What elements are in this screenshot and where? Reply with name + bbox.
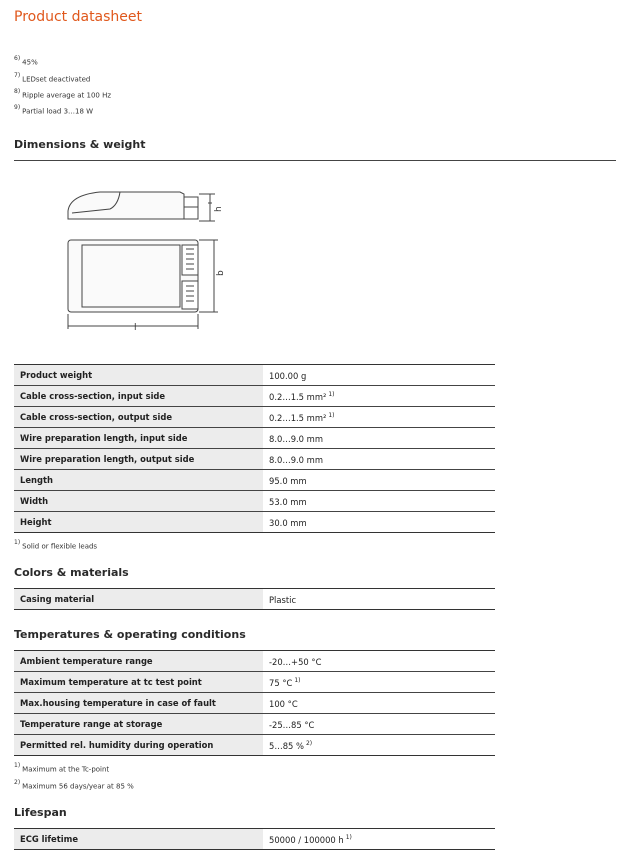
table-row: [14, 407, 495, 428]
row-value: [263, 428, 495, 449]
row-value: [263, 512, 495, 533]
row-label: Width: [14, 491, 263, 512]
footnote-text: Ripple average at 100 Hz: [22, 91, 112, 100]
row-label: Permitted rel. humidity during operation: [14, 735, 263, 756]
row-label: Wire preparation length, input side: [14, 428, 263, 449]
footnote-6: [14, 55, 38, 67]
value-text: 5…85 %: [269, 740, 304, 751]
value-text: 30.0 mm: [269, 517, 307, 528]
temperatures-footnote-1: [14, 762, 109, 774]
row-value: [263, 735, 495, 756]
row-label: Casing material: [14, 589, 263, 610]
table-row: [14, 428, 495, 449]
value-text: 0.2…1.5 mm²: [269, 412, 327, 423]
footnote-marker: 2): [14, 779, 21, 786]
row-value: [263, 491, 495, 512]
footnote-marker: 1): [294, 676, 301, 684]
footnote-marker: 2): [305, 739, 313, 747]
value-text: -20…+50 °C: [269, 656, 322, 667]
row-label: ECG lifetime: [14, 829, 263, 850]
label-b: b: [216, 270, 226, 276]
value-text: 53.0 mm: [269, 496, 307, 507]
value-text: 8.0…9.0 mm: [269, 433, 323, 444]
table-row: [14, 449, 495, 470]
section-title-colors: Colors & materials: [14, 566, 129, 579]
footnote-marker: 1): [328, 390, 335, 398]
footnote-marker: 7): [14, 72, 21, 79]
table-row: [14, 386, 495, 407]
row-value: [263, 407, 495, 428]
footnote-marker: 6): [14, 55, 21, 62]
row-label: Height: [14, 512, 263, 533]
value-text: Plastic: [269, 594, 297, 605]
lifespan-table: [14, 828, 495, 850]
row-value: [263, 449, 495, 470]
row-value: [263, 651, 495, 672]
row-value: [263, 365, 495, 386]
section-rule: [14, 160, 616, 161]
footnote-marker: 1): [345, 833, 352, 841]
value-text: 75 °C: [269, 677, 293, 688]
footnote-text: LEDset deactivated: [22, 75, 91, 84]
table-row: [14, 470, 495, 491]
table-row: [14, 714, 495, 735]
row-label: Ambient temperature range: [14, 651, 263, 672]
row-label: Wire preparation length, output side: [14, 449, 263, 470]
footnote-text: Partial load 3…18 W: [22, 107, 94, 116]
page-title: Product datasheet: [14, 9, 143, 25]
table-row: [14, 589, 495, 610]
row-label: Cable cross-section, input side: [14, 386, 263, 407]
value-text: 95.0 mm: [269, 475, 307, 486]
row-value: [263, 672, 495, 693]
row-label: Maximum temperature at tc test point: [14, 672, 263, 693]
row-value: [263, 470, 495, 491]
table-row: [14, 672, 495, 693]
footnote-8: [14, 88, 111, 100]
row-label: Length: [14, 470, 263, 491]
side-view: [68, 192, 215, 221]
footnote-marker: 1): [14, 762, 21, 769]
row-label: Temperature range at storage: [14, 714, 263, 735]
row-value: [263, 829, 495, 850]
row-value: [263, 693, 495, 714]
temperatures-table: [14, 650, 495, 756]
row-value: [263, 589, 495, 610]
row-value: [263, 714, 495, 735]
table-row: [14, 512, 495, 533]
footnote-text: 45%: [22, 58, 38, 67]
table-row: [14, 365, 495, 386]
footnote-text: Maximum at the Tc-point: [22, 765, 110, 774]
footnote-7: [14, 72, 90, 84]
footnote-marker: 8): [14, 88, 21, 95]
table-row: [14, 651, 495, 672]
value-text: -25…85 °C: [269, 719, 315, 730]
temperatures-footnote-2: [14, 779, 134, 791]
section-title-dimensions: Dimensions & weight: [14, 138, 146, 151]
dimensions-footnote: [14, 539, 97, 551]
table-row: [14, 693, 495, 714]
value-text: 0.2…1.5 mm²: [269, 391, 327, 402]
dimension-drawing: [60, 183, 230, 333]
footnote-marker: 9): [14, 104, 21, 111]
footnote-9: [14, 104, 93, 116]
colors-table: [14, 588, 495, 610]
footnote-marker: 1): [14, 539, 21, 546]
section-title-lifespan: Lifespan: [14, 806, 67, 819]
table-row: [14, 491, 495, 512]
dimensions-table: [14, 364, 495, 533]
value-text: 100.00 g: [269, 370, 307, 381]
table-row: [14, 735, 495, 756]
section-title-temperatures: Temperatures & operating conditions: [14, 628, 246, 641]
row-value: [263, 386, 495, 407]
row-label: Product weight: [14, 365, 263, 386]
row-label: Cable cross-section, output side: [14, 407, 263, 428]
footnote-text: Solid or flexible leads: [22, 542, 98, 551]
value-text: 50000 / 100000 h: [269, 834, 344, 845]
value-text: 8.0…9.0 mm: [269, 454, 323, 465]
row-label: Max.housing temperature in case of fault: [14, 693, 263, 714]
footnote-text: Maximum 56 days/year at 85 %: [22, 782, 134, 791]
footnote-marker: 1): [328, 411, 335, 419]
value-text: 100 °C: [269, 698, 298, 709]
label-h: h: [214, 206, 224, 212]
top-view: [68, 240, 218, 329]
table-row: [14, 829, 495, 850]
label-l: l: [134, 323, 137, 333]
